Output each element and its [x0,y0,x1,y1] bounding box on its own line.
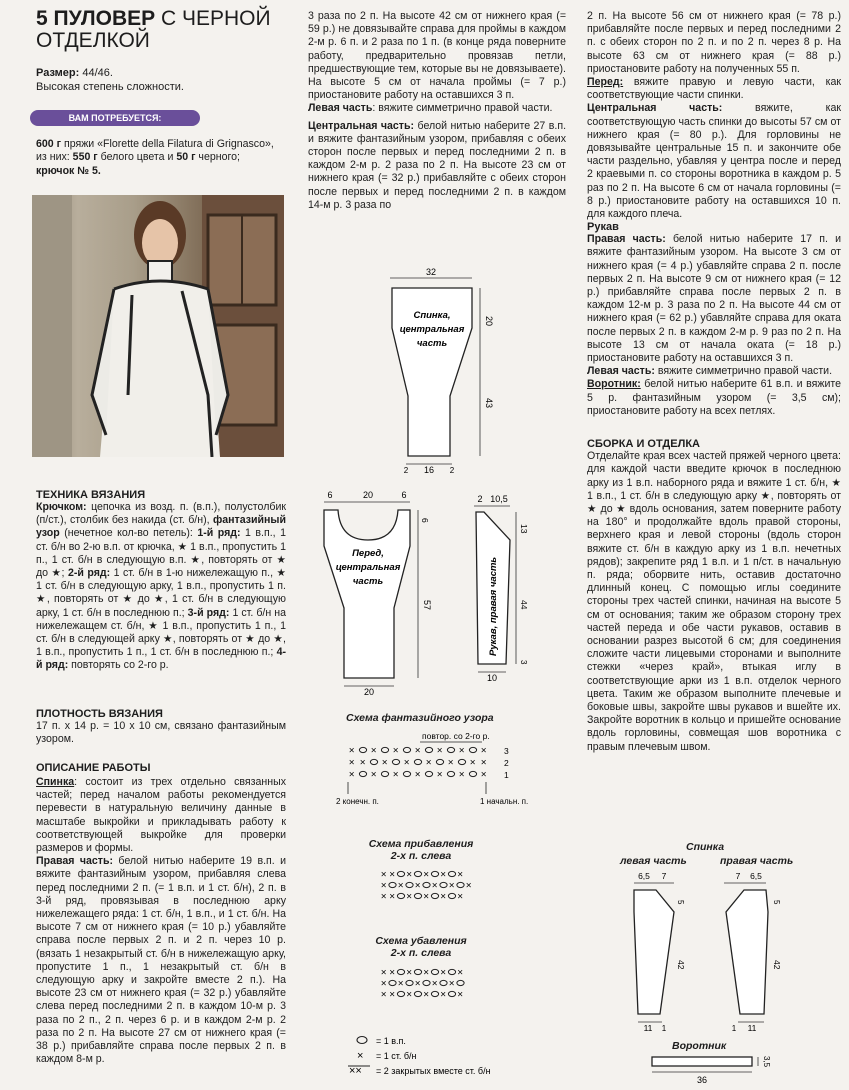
sc-symbol: × [480,745,487,757]
back-label-1: Спинка, [413,310,451,321]
sc-symbol: × [348,745,355,757]
black-amount: 50 г [176,151,196,164]
sc-symbol: × [457,989,464,1001]
dim-back-h-top: 20 [484,316,494,327]
density-text: 17 п. х 14 р. = 10 х 10 см, связано фантазийным узором. [36,720,286,746]
chain-symbol [448,871,455,876]
row4-text: повторять со 2-го р. [68,659,169,672]
difficulty: Высокая степень сложности. [36,81,184,93]
size-value: 44/46. [79,67,113,79]
row3-label: 3-й ряд: [187,606,230,619]
sleeve-right-text [587,233,841,365]
chain-symbol [448,893,455,898]
chain-symbol [436,759,443,764]
right-part-text [36,855,286,1066]
sc-symbol: × [406,989,413,1001]
back-parts-title: Спинка [686,841,725,853]
chain-symbol [457,882,464,887]
dim-front-height: 57 [422,600,432,611]
chain-symbol [423,882,430,887]
decrease-title-1: Схема убавления [375,935,467,947]
right-part-label: Правая часть: [36,855,113,868]
chain-symbol [447,771,454,776]
photo-illustration [32,195,284,457]
sc-symbol: × [423,989,430,1001]
increase-title-1: Схема прибавления [368,838,474,850]
hook-label: Крючком: [36,501,87,513]
sc-symbol: × [370,745,377,757]
sc-symbol: × [397,978,404,990]
chain-symbol [403,747,410,752]
right-part-body: белой нитью наберите 19 в.п. и вяжите фантазийным узором, прибавляя слева перед последними 2 п. (= 1 в.п. и 1 ст. б/н), 2 п. в 3-й ряд, провязывая в последнюю арку нижележащего ряда: 1 ст. б/н, 1 в.п., и 1 ст. б/н. На высоте 7 см от нижнего края (= 10 р.) убавляйте справа после первых 2 п. и 2 п. через 10 р. (вязать 1 незакрытый ст. б/н в нижележащую арку, пропустите 1 п., 1 незакрытый ст. б/н в следующую арку и закройте вместе 2 п.). На высоте 23 см от нижнего края (= 32 р.) убавляйте слева перед последними 2 п. в каждом 10-м р. 3 раза по 2 п., 2 п. через 6 р. и в каждом 2-м р. 2 раза по 2 п. На высоте 27 см от нижнего края (= 38 р.) прибавляйте справа после первых 2 п. в каждом 8-м р. [36,855,287,1066]
central-part-text [308,120,566,212]
collar-schematic [640,1054,780,1088]
dim-right-bottom: 11 [747,1023,757,1033]
pattern-label: фантазийный узор [36,514,286,540]
collar-text [587,378,841,418]
sc-symbol: × [380,989,387,1001]
sc-symbol: × [397,880,404,892]
chain-symbol [447,747,454,752]
pattern-end-label: 2 конечн. п. [336,797,379,806]
chain-symbol [448,969,455,974]
chain-symbol [469,747,476,752]
pattern-chart-title: Схема фантазийного узора [346,712,494,724]
right-part-outline [726,890,768,1014]
pattern-row1: 1 [504,770,509,780]
sc-symbol: × [431,880,438,892]
front-label-2: центральная [335,562,401,573]
title-bold: ПУЛОВЕР [53,7,156,30]
density-heading: ПЛОТНОСТЬ ВЯЗАНИЯ [36,708,163,720]
decrease-chart-title [366,935,476,959]
dim-front-w-left: 6 [327,490,333,500]
sc-symbol: × [440,891,447,903]
front-central-label: Центральная часть: [587,102,723,115]
row4-label: 4-й ряд: [36,646,286,672]
chain-symbol [359,771,366,776]
hook-text: цепочка из возд. п. (в.п.), полустолбик (п/ст.), столбик без накида (ст. б/н), [36,501,286,527]
title-rest: С ЧЕРНОЙ [155,7,271,30]
sc-symbol: × [440,989,447,1001]
chain-symbol [440,882,447,887]
back-right-label: правая часть [720,855,794,867]
chain-symbol [414,759,421,764]
sleeve-heading: Рукав [587,221,619,234]
sc-symbol: × [380,978,387,990]
symbol-legend [340,1034,560,1084]
dim-front-w-mid: 20 [362,490,374,500]
chain-symbol [431,893,438,898]
left-part-body: : вяжите симметрично правой части. [372,102,553,115]
sc-symbol: × [448,978,455,990]
collar-title: Воротник [672,1040,727,1052]
sleeve-right-label: Правая часть: [587,233,666,246]
dim-sleeve-bottom-h: 3 [519,660,528,665]
col3-continued: 2 п. На высоте 56 см от нижнего края (= 78 р.) прибавляйте после первых и перед последними 2 п. с обеих сторон по 2 п. и по 2 п. через 8 р. На высоте 63 см от нижнего края (= 88 р.) приостановите работу на полученных 55 п. [587,10,841,75]
central-part-body: белой нитью наберите 27 в.п. и вяжите фантазийным узором, прибавляя с обеих сторон после первых и перед последними 2 п. в каждом 2-м р. 2 раза по 2 п. На высоте 23 см от нижнего края (= 32 р.) прибавляйте с обеих сторон после первых и перед последними 2 п. в каждом 14-м р. 3 раза по [308,119,567,211]
pattern-symbol-grid [349,746,487,781]
sc-symbol: × [414,769,421,781]
materials-badge: ВАМ ПОТРЕБУЕТСЯ: [30,110,200,126]
sc-symbol: × [469,757,476,769]
dim-sleeve-top-a: 2 [477,494,483,504]
row2-text: 1 ст. б/н в 1-ю нижележащую п., ★ 1 ст. б/н в следующую арку, 1 в.п., пропустить 1 п. ★, повторять от ★ до ★, 1 ст. б/н в следующую арку, 1 ст. б/н в последнюю п.; [36,567,287,619]
row1-text: 1 в.п., 1 ст. б/н во 2-ю в.п. от крючка, ★ 1 в.п., пропустить 1 п., 1 ст. б/н в следующую в.п. ★, повторять от ★ до ★; [36,527,286,580]
black-text: черного; [195,151,240,164]
pattern-row2: 2 [504,758,509,768]
sc-symbol: × [380,891,387,903]
increase-chart [378,866,478,910]
sc-symbol: × [359,757,366,769]
sc-symbol-icon: × [357,1050,364,1062]
chain-symbol [403,771,410,776]
back-text [36,776,286,855]
sc-symbol: × [348,769,355,781]
row3-text: 1 ст. б/н на нижележащем ст. б/н, ★ 1 в.п., пропустить 1 п., 1 ст. б/н в следующей арку ★, повторять от ★ до ★, 1 в.п., пропустить 1 п., 1 ст. б/н в последнюю п.; [36,606,286,659]
sc-symbol: × [423,891,430,903]
pattern-chart [330,728,550,808]
chain-symbol [397,991,404,996]
back-body: : состоит из трех отдельно связанных частей; перед началом работы рекомендуется перевести в натуральную величину данные в масштабе выкройки и прикладывать работу к соответствующей выкройке для проверки размеров и формы. [36,776,286,855]
chain-symbol [448,991,455,996]
density-section [36,708,286,746]
chain-symbol [414,991,421,996]
sc-symbol: × [406,967,413,979]
chain-symbol [431,871,438,876]
dim-left-h-top: 5 [676,900,685,905]
chain-symbol [469,771,476,776]
sleeve-left-text [587,365,841,378]
chain-symbol [423,980,430,985]
decrease-chart [378,964,478,1004]
increase-chart-title [366,838,476,862]
dim-left-w-b: 7 [661,871,667,881]
chain-symbol [397,871,404,876]
yarn-amount: 600 г [36,138,62,150]
pattern-repeat-label: повтор. со 2-го р. [422,731,490,741]
back-left-label: левая часть [620,855,687,867]
col2-continued: 3 раза по 2 п. На высоте 42 см от нижнего края (= 59 р.) не довязывайте справа для проймы в каждом 2-м р. 6 п. и 2 раза по 1 п. (в конце ряда поверните работу, предварительно провязав петли, предшествующие тем, которые вы не довязываете). На высоте 5 см от начала проймы (= 7 р.) приостановите работу на оставшихся 3 п. [308,10,566,102]
hook-size: крючок № 5. [36,164,101,177]
front-central-body: вяжите, как соответствующую часть спинки до высоты 57 см от нижнего края (= 80 р.). Для горловины не довязывайте центральные 15 п. и закончите обе части раздельно, убавляя у центра после и перед 2 краевыми п. со стороны воротника в каждом р. 5 раз по 2 п. На высоте 6 см от начала горловины (= 8 р.) приостановите работу на оставшихся 10 п. для каждого плеча. [587,102,841,221]
legend-sc2tog: = 2 закрытых вместе ст. б/н [376,1066,491,1076]
front-outline [324,510,410,678]
dim-right-bottom-edge: 1 [731,1024,737,1033]
title-line2: ОТДЕЛКОЙ [36,29,150,52]
pattern-text: (нечетное кол-во петель): [59,527,193,540]
sc-symbol: × [348,757,355,769]
back-side-parts-schematic [620,870,820,1034]
sc-symbol: × [423,967,430,979]
sc-symbol: × [465,880,472,892]
dim-right-h-top: 5 [772,900,781,905]
chain-symbol [440,980,447,985]
sc-symbol: × [423,869,430,881]
dim-top-width: 32 [425,267,437,277]
chain-symbol [381,747,388,752]
sc-symbol: × [380,967,387,979]
chain-symbol [406,980,413,985]
sc-symbol: × [392,769,399,781]
front-label-1: Перед, [352,548,384,559]
column2-text [308,10,566,212]
chain-symbol [381,771,388,776]
back-label-3: часть [416,338,448,349]
chain-symbol [431,969,438,974]
chain-symbol [406,882,413,887]
chain-symbol [370,759,377,764]
chain-symbol [425,747,432,752]
sc-symbol: × [480,769,487,781]
assembly-text: Отделайте края всех частей пряжей черного цвета: для каждой части введите крючок в последнюю арку из 1 в.п. наборного ряда и вяжите 1 ст. б/н, ★ 1 в.п., 1 ст. б/н в следующую арку ★, повторять от ★ до ★ вдоль основания, затем поверните работу на 180° и продолжайте вдоль правой стороны, верхнего края и левой стороны (вдоль сторон вяжите ст. б/н в каждую арку из 1 в.п. нечетных рядов); закрепите ряд 1 в.п. и 1 п/ст. в начальную п. ряда; оборвите нить, оставив достаточно длинный конец. С помощью иглы соедините стороны трех частей спинки, начиная на высоте 5 см от основания; таким же образом сторону трех частей переда и обе части рукавов, оставив в основании разрез высотой 6 см; для соединения сложите части лицевыми сторонами и выполните стежки «через край», втыкая иглу в соответствующие арки из 1 в.п. отделок черного цвета. Таким же образом выполните плечевые и боковые швы, закройте швы рукавов и вшейте их. Закройте воротник в кольцо и пришейте основание вдоль горловины, совмещая шов воротника с правым плечевым швом. [587,450,841,753]
chain-symbol [397,893,404,898]
collar-body: белой нитью наберите 61 в.п. и вяжите 5 р. фантазийным узором (= 3,5 см); приостановите работу на всех петлях. [587,378,841,417]
yarn-split-label: из них: [36,151,73,164]
sleeve-left-body: вяжите симметрично правой части. [654,365,833,378]
dim-right-w-c: 7 [735,871,741,881]
dim-back-edge-r: 2 [449,466,455,475]
chain-symbol [414,893,421,898]
decrease-symbol-grid [381,968,464,1001]
sc-symbol: × [480,757,487,769]
sc-symbol: × [447,757,454,769]
sleeve-label: Рукав, правая часть [488,556,499,656]
column3-text [587,10,841,754]
sc-symbol: × [457,891,464,903]
dim-back-w-bottom: 16 [423,465,435,475]
collar-outline [652,1057,752,1066]
sc-symbol: × [406,891,413,903]
sc-symbol: × [425,757,432,769]
dim-front-w-right: 6 [401,490,407,500]
dim-collar-height: 3,5 [762,1056,771,1068]
materials [36,138,298,178]
sc-symbol: × [370,769,377,781]
front-central-text [587,102,841,221]
legend-chain: = 1 в.п. [376,1036,406,1046]
sc-symbol: × [381,757,388,769]
pattern-row3: 3 [504,746,509,756]
sc-symbol: × [448,880,455,892]
chain-symbol [392,759,399,764]
sleeve-schematic [466,488,546,688]
sc-symbol: × [389,967,396,979]
sc-symbol: × [457,869,464,881]
central-part-label: Центральная часть: [308,119,415,132]
page-title [36,8,296,52]
left-part-outline [634,890,674,1014]
sleeve-right-body: белой нитью наберите 17 п. и вяжите фантазийным узором. На высоте 3 см от нижнего края (= 4 р.) убавляйте справа 2 п. после первых 2 п. На высоте 9 см от нижнего края (= 12 р.) прибавляйте справа после первых 2 п. в каждом 12-м р. 3 раза по 2 п. На высоте 44 см от нижнего края (= 62 р.) убавляйте справа для оката после первых 2 п. в каждом 2-м р. 9 раз по 2 п. На высоте 13 см от начала оката (= 18 р.) приостановите работу на оставшихся 3 п. [587,233,841,365]
dim-sleeve-side-top: 13 [519,524,529,534]
white-text: белого цвета и [97,151,177,164]
sc-symbol: × [431,978,438,990]
size-label: Размер: [36,67,80,79]
sc-symbol: × [440,869,447,881]
increase-symbol-grid [381,870,472,903]
description-heading: ОПИСАНИЕ РАБОТЫ [36,762,151,774]
front-central-schematic [316,488,436,698]
sc-symbol: × [414,745,421,757]
chain-symbol [359,747,366,752]
yarn-name: пряжи «Florette della Filatura di Grignasco», [61,138,274,150]
decrease-title-2: 2-х п. слева [390,947,452,959]
chain-symbol-icon [357,1037,367,1044]
model-photo [32,195,284,457]
row2-label: 2-й ряд: [67,567,111,580]
chain-symbol [389,882,396,887]
white-amount: 550 г [72,151,98,164]
description-section [36,762,286,1066]
sleeve-left-label: Левая часть: [587,365,655,378]
sc-symbol: × [389,891,396,903]
chain-symbol [431,991,438,996]
dim-left-bottom: 11 [643,1023,653,1033]
chain-symbol [414,871,421,876]
sc-symbol: × [414,978,421,990]
chain-symbol [389,980,396,985]
dim-front-w-bottom: 20 [363,687,375,697]
sc-symbol: × [457,967,464,979]
dim-left-h-main: 42 [676,960,686,970]
chain-symbol [425,771,432,776]
chain-symbol [458,759,465,764]
sc-symbol: × [380,869,387,881]
collar-label: Воротник: [587,378,641,391]
sc-symbol: × [389,869,396,881]
sc-symbol: × [436,769,443,781]
sc2tog-symbol-icon: ×× [349,1065,362,1077]
technique-text [36,501,286,673]
sc-symbol: × [436,745,443,757]
chain-symbol [397,969,404,974]
dim-sleeve-side-mid: 44 [519,600,529,610]
sc-symbol: × [458,745,465,757]
technique-section [36,489,286,673]
title-number: 5 [36,7,48,30]
front-label: Перед: [587,76,624,89]
back-label-2: центральная [399,324,465,335]
dim-left-bottom-edge: 1 [661,1024,667,1033]
sc-symbol: × [403,757,410,769]
sc-symbol: × [440,967,447,979]
sc-symbol: × [392,745,399,757]
dim-right-w-d: 6,5 [750,871,762,881]
sc-symbol: × [380,880,387,892]
sc-symbol: × [458,769,465,781]
dim-sleeve-bottom: 10 [486,673,498,683]
left-part-label: Левая часть [308,102,373,115]
front-label-3: часть [352,576,384,587]
front-text [587,76,841,102]
dim-back-edge-l: 2 [403,466,409,475]
increase-title-2: 2-х п. слева [390,850,452,862]
chain-symbol [457,980,464,985]
assembly-heading: СБОРКА И ОТДЕЛКА [587,438,700,451]
legend-sc: = 1 ст. б/н [376,1051,417,1061]
dim-left-w-a: 6,5 [638,871,650,881]
row1-label: 1-й ряд: [197,527,241,540]
sc-symbol: × [406,869,413,881]
sc-symbol: × [414,880,421,892]
back-label: Спинка [36,776,75,788]
size-info [36,66,184,94]
dim-back-h-bottom: 43 [484,398,494,409]
left-part-text [308,102,566,115]
dim-right-h-main: 42 [772,960,782,970]
front-body: вяжите правую и левую части, как соответствующие части спинки. [587,76,841,102]
chain-symbol [414,969,421,974]
sc-symbol: × [389,989,396,1001]
dim-sleeve-top-b: 10,5 [490,494,508,504]
back-central-schematic [380,266,500,478]
dim-front-neck: 6 [420,518,430,523]
technique-heading: ТЕХНИКА ВЯЗАНИЯ [36,489,146,501]
pattern-start-label: 1 начальн. п. [480,797,529,806]
dim-collar-width: 36 [696,1075,708,1085]
